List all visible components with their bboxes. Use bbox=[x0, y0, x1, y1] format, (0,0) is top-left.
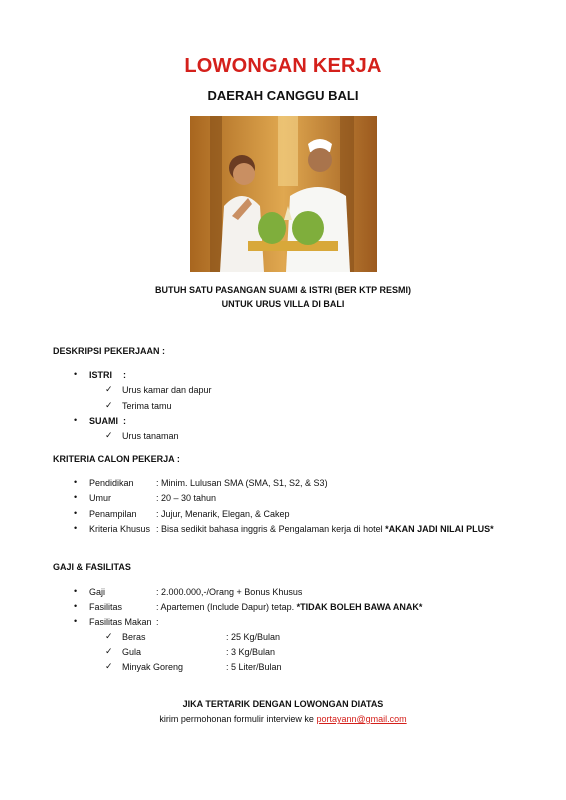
check-icon: ✓ bbox=[105, 631, 113, 641]
intro-line-1: BUTUH SATU PASANGAN SUAMI & ISTRI (BER KTP RESMI) bbox=[154, 285, 411, 295]
istri-colon: : bbox=[123, 370, 126, 380]
gaji-heading: GAJI & FASILITAS bbox=[53, 562, 131, 572]
check-icon: ✓ bbox=[105, 430, 113, 440]
makan-value: : 5 Liter/Bulan bbox=[226, 662, 282, 672]
gaji-label: Fasilitas Makan bbox=[89, 617, 152, 627]
footer-cta: JIKA TERTARIK DENGAN LOWONGAN DIATAS bbox=[182, 699, 384, 709]
kriteria-heading: KRITERIA CALON PEKERJA : bbox=[53, 454, 180, 464]
page-subtitle: DAERAH CANGGU BALI bbox=[207, 88, 359, 103]
footer-contact-text: kirim permohonan formulir interview ke bbox=[159, 714, 314, 724]
deskripsi-heading: DESKRIPSI PEKERJAAN : bbox=[53, 346, 166, 356]
makan-value: : 3 Kg/Bulan bbox=[226, 647, 276, 657]
bullet-icon: • bbox=[74, 369, 78, 379]
suami-colon: : bbox=[123, 416, 126, 426]
gaji-extra: *TIDAK BOLEH BAWA ANAK* bbox=[296, 602, 423, 612]
kriteria-value-line bbox=[156, 523, 494, 535]
check-icon: ✓ bbox=[105, 646, 113, 656]
suami-task: Urus tanaman bbox=[122, 431, 179, 441]
bullet-icon: • bbox=[74, 601, 78, 611]
bullet-icon: • bbox=[74, 415, 78, 425]
intro-line-2: UNTUK URUS VILLA DI BALI bbox=[221, 299, 345, 309]
gaji-value: : bbox=[156, 617, 159, 627]
kriteria-extra: *AKAN JADI NILAI PLUS* bbox=[385, 524, 494, 534]
footer-contact-line bbox=[0, 714, 566, 724]
bullet-icon: • bbox=[74, 586, 78, 596]
istri-task: Urus kamar dan dapur bbox=[122, 385, 212, 395]
intro-text bbox=[0, 283, 566, 311]
bullet-icon: • bbox=[74, 616, 78, 626]
kriteria-value: : Bisa sedikit bahasa inggris & Pengalaman kerja di hotel bbox=[156, 524, 383, 534]
gaji-label: Gaji bbox=[89, 587, 106, 597]
bullet-icon: • bbox=[74, 477, 78, 487]
kriteria-value: : 20 – 30 tahun bbox=[156, 493, 217, 503]
gaji-value: : 2.000.000,-/Orang + Bonus Khusus bbox=[156, 587, 303, 597]
bullet-icon: • bbox=[74, 492, 78, 502]
email-link[interactable]: portayann@gmail.com bbox=[316, 714, 407, 724]
makan-label: Gula bbox=[122, 647, 142, 657]
suami-label: SUAMI bbox=[89, 416, 118, 426]
kriteria-label: Kriteria Khusus bbox=[89, 524, 151, 534]
check-icon: ✓ bbox=[105, 384, 113, 394]
istri-task: Terima tamu bbox=[122, 401, 172, 411]
kriteria-label: Pendidikan bbox=[89, 478, 134, 488]
gaji-label: Fasilitas bbox=[89, 602, 123, 612]
kriteria-label: Umur bbox=[89, 493, 111, 503]
bullet-icon: • bbox=[74, 508, 78, 518]
kriteria-label: Penampilan bbox=[89, 509, 137, 519]
check-icon: ✓ bbox=[105, 661, 113, 671]
kriteria-value: : Jujur, Menarik, Elegan, & Cakep bbox=[156, 509, 290, 519]
couple-photo bbox=[190, 116, 377, 272]
check-icon: ✓ bbox=[105, 400, 113, 410]
bullet-icon: • bbox=[74, 523, 78, 533]
makan-label: Minyak Goreng bbox=[122, 662, 184, 672]
gaji-value: : Apartemen (Include Dapur) tetap. bbox=[156, 602, 295, 612]
istri-label: ISTRI bbox=[89, 370, 113, 380]
couple-photo-illustration bbox=[190, 116, 377, 272]
makan-label: Beras bbox=[122, 632, 146, 642]
page-title: LOWONGAN KERJA bbox=[184, 55, 382, 77]
makan-value: : 25 Kg/Bulan bbox=[226, 632, 281, 642]
gaji-value-line bbox=[156, 601, 422, 613]
kriteria-value: : Minim. Lulusan SMA (SMA, S1, S2, & S3) bbox=[156, 478, 328, 488]
